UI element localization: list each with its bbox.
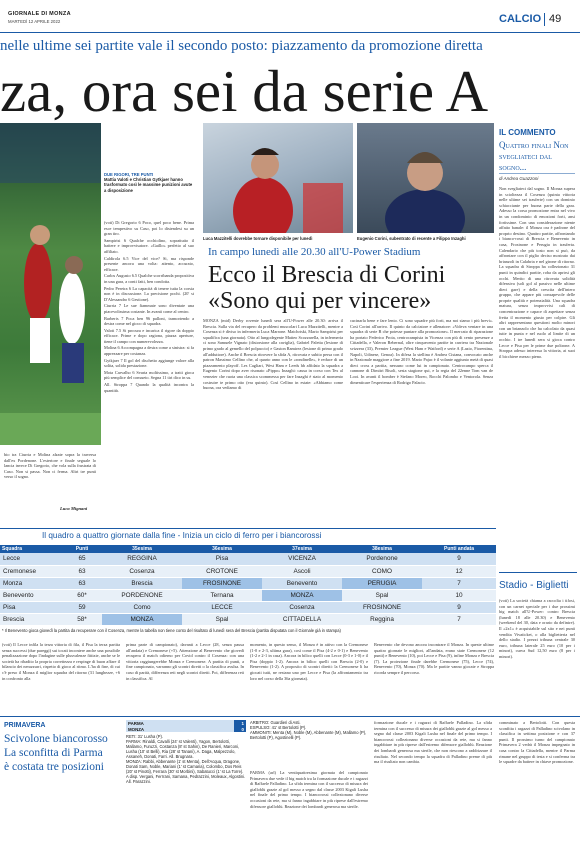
subhead: In campo lunedì alle 20.30 all'U-Power Stadium: [208, 246, 421, 258]
main-article-col1: [203, 318, 343, 453]
standings-rule: [0, 528, 496, 529]
col-header: 36esima: [182, 545, 262, 553]
match-cell: FROSINONE: [182, 577, 262, 589]
andata-cell: 10: [422, 589, 496, 601]
score-table: [126, 720, 246, 732]
match-cell: Como: [102, 601, 182, 613]
score-row: [126, 726, 246, 732]
score-team: PARMA: [128, 720, 144, 726]
match-cell: VICENZA: [262, 553, 342, 565]
pagella-item: Sampirisi 6 Qualche occhiolino, soprattutto il battere e improvvisatore. «Gaillo» perfetto al suo affiliato.: [104, 237, 194, 254]
kicker: nelle ultime sei partite vale il secondo posto: piazzamento da promozione diretta: [0, 38, 483, 54]
tabellino-arbitro: ARBITRO: Guardieri di Asti.: [250, 720, 301, 725]
stadio-body: [499, 598, 575, 716]
tabellino-reti: RETI: 31' Lusha (P).: [126, 734, 163, 739]
commento-box: [499, 128, 577, 568]
commento-rule: [499, 173, 575, 174]
points-cell: 65: [62, 553, 102, 565]
table-row: [0, 577, 496, 589]
andata-cell: 12: [422, 565, 496, 577]
pagella-item: All. Stroppa 7 Quando la qualità incontra la quantità.: [104, 382, 194, 393]
standings-footnote: * Il Benevento gioca giovedì la partita da recuperare con il Cosenza, mentre la tabella non tiene conto del risultato di lunedì sera del Brescia (partita disputata con il Giornale già in stampa): [2, 628, 341, 633]
mazzitelli-figure: [203, 123, 353, 233]
left-photo-caption: [104, 172, 194, 193]
points-cell: 60*: [62, 589, 102, 601]
analysis-paragraph: prima parte di campionato), davanti a Lecce (28, senza pausa all'andata) e Cremonese (+5). Attenzione al Benevento che giovedì recupera il match odierno per Covid contro il Cosenza: con una vittoria raggiungerebbe Monza e Cremonese. A partita di punti, a fine campionato, varranno gli scontri diretti o la classifica avulsa. In caso di parità, differenza reti negli scontri diretti. Poi, differenza reti in classifica. Al: [126, 642, 244, 681]
table-row: [0, 589, 496, 601]
match-cell: CITTADELLA: [262, 613, 342, 625]
team-cell: Cremonese: [0, 565, 62, 577]
team-cell: Brescia: [0, 613, 62, 625]
date-line: MARTEDÌ 12 APRILE 2022: [8, 19, 61, 24]
main-article-paragraph: MONZA (mtd) Derby rovente lunedì sera all'U-Power alle 20.30: arriva il Brescia. Sulla via del recupero da problemi muscolari Luca Mazzitelli, mentre a Cosenza si è diviso in infermeria Luca Marrone. Maichrtski, Mario Sampirisi per squalifica (una giornata). Otto al lungodegente Matteo Scozzarella, in infermeria ci sono Samuele Vignato (distorsione alla caviglia), Gabriel Paletta (lesione di primo grado al gemello del polpaccio) e Gaston Ramirez (lesione di primo grado all'adduttore). Anche il Brescia ritrovere la sfida A, ritrovata e subito persa con il patron Massimo Cellino che, al quarto anno con le «rondinelle», è reduce di un piazzamento playoff. Les Cagliari, West Ham e Leeds hb affidato la squadra a Eugenio Corini dopo aver risonato «Pippo» Inzaghi: causa in corso con Tex al venezier che ruota una classica scommessa per fare Inzaghi è stato al momento costruire te primo otto (era quinto). Così Cellino in estate: «Abbiamo come buona, ora vediamo di: [203, 318, 343, 391]
col-header: 35esima: [102, 545, 182, 553]
standings-table-wrap: [0, 545, 496, 626]
stadio-title: Stadio - Biglietti: [499, 580, 569, 591]
match-cell: MONZA: [262, 589, 342, 601]
commento-title: Quattro finali Non svegliateci dal sogno...: [499, 140, 569, 172]
page-header: [0, 0, 580, 34]
stadio-paragraph: (voti) La società chiama a raccolta i tifosi, con un carnet speciale per i due prossimi big match all'U-Power: contro Brescia (lunedì 18 alle 20.30) e Benevento (weekend del 30, data e orario da definire). Il «2x1» è acquistabile sul sito e nei punti vendita Vivaticket, o alla biglietteria nel dello stadio. I prezzi tribuna centrale 30 euro, tribuna laterale 25 euro (10 per i minori), curva Sud 12,50 euro (8 per i minori).: [499, 598, 575, 659]
match-cell: COMO: [342, 565, 422, 577]
left-bottom-text: [4, 452, 96, 504]
analysis-paragraph: Benevento che devono ancora incontrare il Monza. In queste ultime quattro giornate le migliori, all'andata, erano state Cremonese (12 punti) e Benevento (10), poi Lecce e Pisa (9), infine Monza e Brescia (7). La proiezione finale darebbe Cremonese (75), Lecce (74), Benevento (70), Monza (70). Ma le partite vanno giocate e Stroppa ricorda sempre il percorso.: [374, 642, 494, 675]
match-cell: Brescia: [102, 577, 182, 589]
score-team: MONZA: [128, 726, 145, 732]
left-caption-title: DUE RIGORI, TRE PUNTI: [104, 172, 154, 177]
commento-author: di Andrea Guazzoni: [499, 176, 539, 181]
pagella-item: Molina 6 Accompagna a destra come a sinistra: si fa apprezzare per costanza.: [104, 345, 194, 357]
col-header: Punti andata: [422, 545, 496, 553]
tabellino-monza: MONZA: Rabbi, Abbenante (1' st Menta), Dell'Acqua, Dragone, Donati Sam, Noble, Mariani (1' st Camaria), Colombo, Dos Reis (20' st Pinotti), Ferrara (30' st Morbini), Sabatucci (1' st La Torre). A disp. Vergani, Ferrrani, Samana, Pedrazzini, Moleaux, Algostini. All. Parazzini.: [126, 759, 246, 784]
pagelle-column: [104, 220, 194, 460]
page-number: 49: [549, 13, 562, 25]
pagella-item: Pedro Pereira 6 La capacità di tenere tutta la corsia non è in discussione. La precisione pochi. (20' st D'Alessandro 6 Gestione).: [104, 285, 194, 302]
match-cell: REGGINA: [102, 553, 182, 565]
primavera-paragraph: PARMA (arl) La ventiquattresima giornata del campionato Primavera due vede il big match tra la formazione ducale e i ragazzi di Raffaele Palladino. La sfida termina con il successo di misura dei gialloblù grazie al gol messo a segno dal classe 2003 Kigali Lusha nel finale del primo tempo. I biancorossi collezionano diverse occasioni da rete, ma si fanno ingabbiare in più riprese dall'estremo difensore gialloblù. Reazione dei lombardi generosa ma sterile.: [250, 770, 368, 809]
match-cell: Cosenza: [102, 565, 182, 577]
team-cell: Monza: [0, 577, 62, 589]
table-row: [0, 613, 496, 625]
match-photo: [0, 123, 101, 445]
main-article-col2: [350, 318, 493, 453]
corini-figure: [357, 123, 494, 233]
main-headline-2: «Sono qui per vincere»: [208, 288, 432, 314]
points-cell: 63: [62, 577, 102, 589]
left-caption-body: Mattia Valoti e Christian Gytkjaer hanno trasformato così le massime punizioni avute a disposizione: [104, 177, 193, 193]
primavera-col2: [250, 770, 368, 838]
match-cell: Spal: [342, 589, 422, 601]
andata-cell: 9: [422, 553, 496, 565]
pagella-item: Ciurria 7 Le sue fiammate sono diventate una piacevolissima costante. In avanti come al centro.: [104, 303, 194, 314]
commento-body: [499, 186, 575, 570]
headline: za, ora sei da serie A: [0, 60, 489, 122]
match-cell: Ascoli: [262, 565, 342, 577]
photo1-caption: Luca Mazzitelli dovrebbe tornare disponibile per lunedì: [203, 236, 313, 241]
pagella-item: Mota Carvalho 6 Svaria moltissimo, a tratti gioca più semplice del consueto. Segna 11 tiri dico in su.: [104, 369, 194, 381]
match-cell: PERUGIA: [342, 577, 422, 589]
primavera-col3: [374, 720, 492, 838]
pagella-item: Valoti 7.5 Si procura e incarica il rigore da doppio efficace. Prime e dopo ragiona, piazza aperture, tiene il campo con numerevolezza.: [104, 327, 194, 344]
standings-title: Il quadro a quattro giornate dalla fine - Inizia un ciclo di ferro per i biancorossi: [42, 531, 322, 540]
standings-table: [0, 545, 496, 626]
tabellino-text: [126, 734, 246, 784]
primavera-rule: [0, 716, 580, 717]
tabellino-parma: PARMA: Rinaldi, Cavalli (24' st Valenti), Yagon, Bertolotti, Mallamo, Furuzzi, Costanza (8' st Sahin), De Ranieri, Marconi, Lusha (10' st Belli), Ria (28' st Tanani), A. Daga, Malpezzolo, Assaneh, Donati, Farri. All. Brugnara.: [126, 739, 240, 759]
main-headline-1: Ecco il Brescia di Corini: [208, 262, 446, 288]
pagella-item: Gytkjaer 7 Il gol del dischetto aggiunge valore alla solita, solida prestazione.: [104, 357, 194, 369]
match-cell: Benevento: [262, 577, 342, 589]
analysis-col3: [250, 642, 368, 702]
pagella-item: Caldirola 6.5 Vice del vice? Sì, ma risponde presente ancora una volta: attento, accurato, efficace.: [104, 255, 194, 272]
col-header: 37esima: [262, 545, 342, 553]
standings-header-row: [0, 545, 496, 553]
primavera-paragraph: comminato a Bertolotti. Con questa sconfitta i ragazzi di Palladino scivolano in classifica in settima posizione e con 37 punti. Il prossimo turno del campionato Primavera 2 vedrà il Monza impegnato in casa contro la Cittadella, mentre il Parma rimane nel gruppo di testa e si conferma tra le squadre da battere in chiave promozione.: [499, 720, 575, 765]
primavera-title-2: La sconfitta di Parma: [4, 747, 103, 759]
match-cell: Pordenone: [342, 553, 422, 565]
match-cell: LECCE: [182, 601, 262, 613]
stadio-rule: [499, 572, 577, 573]
primavera-col4: [499, 720, 575, 838]
left-bottom-paragraph: bio tra Ciurria e Molina alzate sopra la traversa dall'ex Pordenone. L'esteriore e finale seguale lo lancia invece Di Gregorio, che vola sulla frustrata di Caso. Non si passa. Non ci ferma. Altri tre punti verso il sogno.: [4, 452, 96, 480]
match-cell: Pisa: [182, 553, 262, 565]
table-row: [0, 601, 496, 613]
analysis-paragraph: (voti) Il Lecce infila la terza vittoria di fila, il Pisa la terza partita senza successi (due pareggi) sui tocati incontere anche una possibile penalizzazione dopo l'indagine sulle plusvalenze fittizie, anche se le società ha ribadito la propria correttezza e respinge di buon affare il bilancio dei nerazzurri, rispetto di gioco al ritmo. L'ha di fine, di cui c'è preso il Monza il miglior squadra del ritorno (31 lunghezze, +6 in confronto alla: [2, 642, 120, 681]
points-cell: 58*: [62, 613, 102, 625]
andata-cell: 7: [422, 577, 496, 589]
primavera-label: PRIMAVERA: [4, 722, 46, 729]
section-label: CALCIO: [499, 13, 542, 25]
main-article-paragraph: cucinarla bene e fare lento. Ci sono squadre più forti, ma noi siamo i più brevi». Così Corini all'arrivo. Il quinto da calciatore e allenatore: «Voleva ventare in una squadra di serie B che potesse puntare alla promozione». Il mercato di riparazione ha portato Federico Proia, centrocampista in Vicenza con più di cento presenze a Cittadella, e Valeron Rebernal, oltre cinquecento partite in carriera tra Nazionale svizzera (33), Premier League (West Ham e Watford) e serie A (Lazio, Fiorentina, Napoli, Udinese, Genoa). In difesa la stellina è Andrea Cistana, convocato anche in Nazionale maggiore a fine 2019. Mario Pajac è il volante aggiunto metà di quasi dieci cross a partita, nessuno come lui in campionato. Centrocampo sperca il cannone di Dimitri Bisoli, sesta stagione qui, e la regia del 22enne Tom van de Looi. In avanti il bomber è Stefano Moreo, Rocchi Palombo e Ventorola. Senza dimenticare l'esperienza di Rodrigo Palacio.: [350, 318, 493, 385]
pagella-item: Barberis 7 Poca ben 96 palloni, tramortendo a destra come nel gioco di squadra.: [104, 315, 194, 327]
analysis-col2: [126, 642, 244, 702]
primavera-title-3: è costata tre posizioni: [4, 761, 104, 773]
match-cell: FROSINONE: [342, 601, 422, 613]
analysis-col4: [374, 642, 494, 702]
match-cell: PORDENONE: [102, 589, 182, 601]
table-row: [0, 565, 496, 577]
header-rule: [0, 32, 580, 33]
commento-paragraph: Non svegliateci dal sogno. Il Monza supera in scioltezza il Cosenza (quinta vittoria nelle ultime sei trasferte) con un dominio schiacciante per buona parte della gara. Adesso la corsa promozione entra nel vivo in un condominio di emozioni forti, ansi fortissime. Con una considerazione niente affatto banale: il Monza ora è padrone del proprio destino. Quattro partite, affrontando i bianco-rossi di Brescia e Benevento in casa, Frosinone e Perugia in trasferta. Calendario che più tosto non si può, da affrontare con il piglio deciso mostrato dai brianzoli in Calabria e nel girone di ritorno. La squadra di Stroppa ha collezionato 31 punti in quindici partite, roba da aprirsi gli occhi. Merito di una ritrovata solidità difensiva (soli gol al passivo nelle ultime dieci gare) e della crescita dell'intero gruppo, che appare più consapevole delle proprie qualità e potenzialità. Una squadra matura, senza improvvisi cali di concentrazione e capace di aspettare senza fretta il momento giusto per colpire. Gli altri rappresentano questioni molto minori con un brianzolo che ha calcolato da quasi tutte in punta e nel ruolo al limite di un occhio. I tre lunedì sera si gioca contro Lecce e Pisa per le prime due poltrone. A Stroppa adesso interessa la vittoria, ai suoi il bicchiere mezzo pieno.: [499, 186, 575, 359]
tabellino-ammoniti: AMMONITI: Menta (M), Noble (M), Abbenante (M), Mallamo (P), Bertolotti (P), Agostinelli (P).: [250, 730, 367, 740]
score-goals: 0: [234, 726, 246, 732]
pagella-item: (voti) Di Gregorio 6 Poco, quel poco bene. Prima esce tempestivo su Caso, poi lo distendesi su un gran tiro.: [104, 220, 194, 237]
col-header: 38esima: [342, 545, 422, 553]
analysis-paragraph: momento, in questo senso, il Monza è in attivo con la Cremonese (1-0 e 2-3, ultima gara), così come il Pisa (4-2 e 0-1) e Benevento (1-2 e 2-1 in casa). Ancora in bilico quelli con Lecce (0-3 e 1-0) e il Pisa (doppio 1-2). Ancora in bilico quelli con Brescia (2-0) e Benevento (1-2). A proposito di scontri diretti: la Cremonese li ha giocati tutti, ne restano uno per Lecce e Pisa (la affrontamento tra loro nel corso della 36a giornata).: [250, 642, 368, 681]
mazzitelli-photo: [203, 123, 353, 233]
col-header: Punti: [62, 545, 102, 553]
paper-name: GIORNALE DI MONZA: [8, 11, 71, 17]
table-row: [0, 553, 496, 565]
commento-label: IL COMMENTO: [499, 128, 556, 137]
match-cell: Cosenza: [262, 601, 342, 613]
match-cell: CROTONE: [182, 565, 262, 577]
score-goals: 1: [234, 720, 246, 726]
match-cell: Reggina: [342, 613, 422, 625]
points-cell: 63: [62, 565, 102, 577]
left-bottom-author: Luca Mignani: [60, 506, 88, 511]
match-cell: Ternana: [182, 589, 262, 601]
tabellino-espulso: ESPULSO: 41' st Bertolotti (P).: [250, 725, 307, 730]
tabellino: [126, 720, 246, 838]
andata-cell: 9: [422, 601, 496, 613]
page-divider: [544, 13, 545, 26]
analysis-col1: [2, 642, 120, 702]
primavera-title-1: Scivolone biancorosso: [4, 733, 108, 745]
players-illustration: [0, 123, 101, 445]
team-cell: Benevento: [0, 589, 62, 601]
primavera-paragraph: formazione ducale e i ragazzi di Raffaele Palladino. La sfida termina con il successo di misura dei gialloblù grazie al gol messo a segno dal classe 2003 Kigali Lusha nel finale del primo tempo. I biancorossi collezionano diverse occasioni da rete, ma si fanno ingabbiare in più riprese dall'estremo difensore gialloblù. Reazione dei lombardi generosa ma sterile, che non riescono a raddrizzare il risultato. Nel secondo tempo la squadra di Palladino preme di più ma il risultato non cambia.: [374, 720, 492, 765]
corini-photo: [357, 123, 494, 233]
match-cell: MONZA: [102, 613, 182, 625]
match-cell: Spal: [182, 613, 262, 625]
team-cell: Lecce: [0, 553, 62, 565]
team-cell: Pisa: [0, 601, 62, 613]
pagella-item: Carlos Augusto 6.5 Qualche scorribanda propositiva in una gara, a conti fatti, ben condotta.: [104, 273, 194, 284]
col-header: Squadra: [0, 545, 62, 553]
points-cell: 59: [62, 601, 102, 613]
photo2-caption: Eugenio Corini, subentrato di recente a Filippo Inzaghi: [357, 236, 466, 241]
andata-cell: 7: [422, 613, 496, 625]
